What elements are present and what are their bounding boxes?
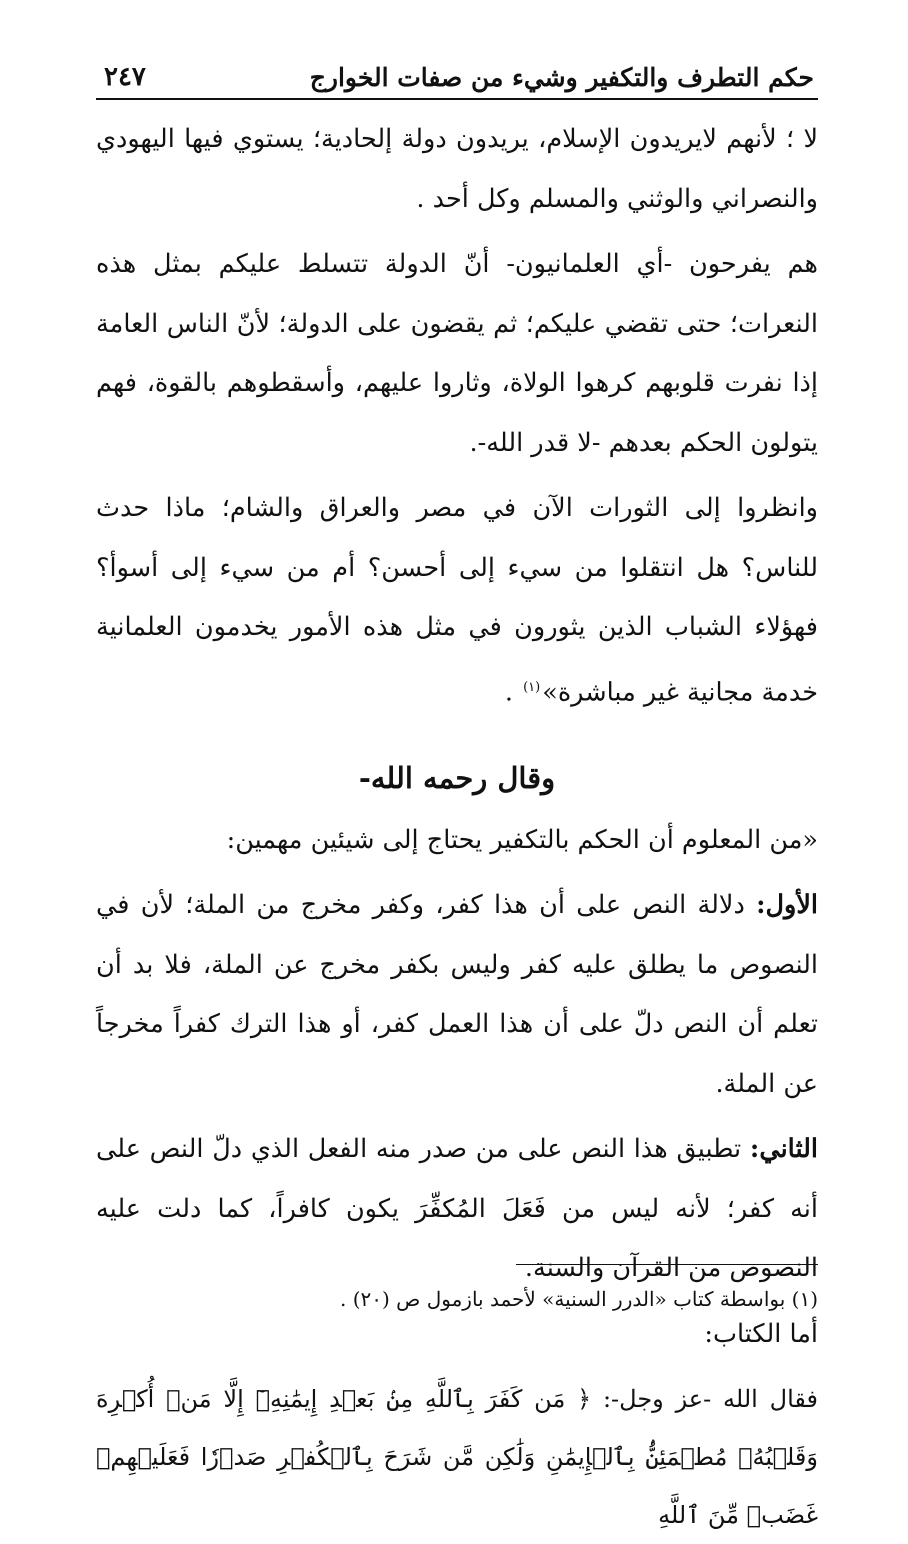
page-body	[96, 110, 818, 1544]
paragraph-1: لا ؛ لأنهم لايريدون الإسلام، يريدون دولة إلحادية؛ يستوي فيها اليهودي والنصراني والوثني والمسلم وكل أحد .	[96, 124, 818, 214]
footnote-reference: (١)	[523, 679, 541, 695]
page-number: ٢٤٧	[104, 62, 146, 92]
verse-paragraph	[96, 1370, 818, 1544]
first-condition-text: دلالة النص على أن هذا كفر، وكفر مخرج من الملة؛ لأن في النصوص ما يطلق عليه كفر وليس بكفر مخرج عن الملة، فلا بد أن تعلم أن النص دلّ على أن هذا العمل كفر، أو هذا الترك كفراً مخرجاً عن الملة.	[96, 890, 818, 1099]
page-header	[96, 54, 818, 100]
second-condition-text: تطبيق هذا النص على من صدر منه الفعل الذي دلّ النص على أنه كفر؛ لأنه ليس من فَعَلَ المُكفِّرَ يكون كافراً، كما دلت عليه النصوص من القرآن والسنة.	[96, 1134, 818, 1283]
paragraph-3	[96, 479, 818, 723]
paragraph-3-end: .	[504, 677, 522, 707]
first-condition	[96, 876, 818, 1114]
book-label: أما الكتاب:	[704, 1318, 818, 1349]
quran-verse: ﴿ مَن كَفَرَ بِٱللَّهِ مِنۢ بَعۡدِ إِيمَٰنِهِۦٓ إِلَّا مَنۡ أُكۡرِهَ وَقَلۡبُهُۥ مُطۡمَئِنُّۢ بِٱلۡإِيمَٰنِ وَلَٰكِن مَّن شَرَحَ بِٱلۡكُفۡرِ صَدۡرٗا فَعَلَيۡهِمۡ غَضَبٞ مِّنَ ٱللَّهِ	[96, 1385, 818, 1529]
running-title: حكم التطرف والتكفير وشيء من صفات الخوارج	[309, 63, 814, 92]
footnote: (١) بواسطة كتاب «الدرر السنية» لأحمد بازمول ص (٢٠) .	[340, 1287, 818, 1311]
intro-paragraph: «من المعلوم أن الحكم بالتكفير يحتاج إلى شيئين مهمين:	[226, 824, 818, 855]
second-condition-lead: الثاني:	[749, 1134, 818, 1164]
second-condition	[96, 1120, 818, 1299]
verse-intro: فقال الله -عز وجل-:	[602, 1385, 818, 1413]
section-heading: وقال رحمه الله-	[358, 760, 556, 795]
first-condition-lead: الأول:	[756, 890, 818, 920]
footnote-divider	[516, 1264, 818, 1265]
paragraph-3-text: وانظروا إلى الثورات الآن في مصر والعراق والشام؛ ماذا حدث للناس؟ هل انتقلوا من سيء إلى أحسن؟ أم من سيء إلى أسوأ؟ فهؤلاء الشباب الذين يثورون في مثل هذه الأمور يخدمون العلمانية خدمة مجانية غير مباشرة»	[96, 493, 818, 707]
paragraph-2: هم يفرحون -أي العلمانيون- أنّ الدولة تتسلط عليكم بمثل هذه النعرات؛ حتى تقضي عليكم؛ ثم يقضون على الدولة؛ لأنّ الناس العامة إذا نفرت قلوبهم كرهوا الولاة، وثاروا عليهم، وأسقطوهم بالقوة، فهم يتولون الحكم بعدهم -لا قدر الله-.	[96, 249, 818, 458]
